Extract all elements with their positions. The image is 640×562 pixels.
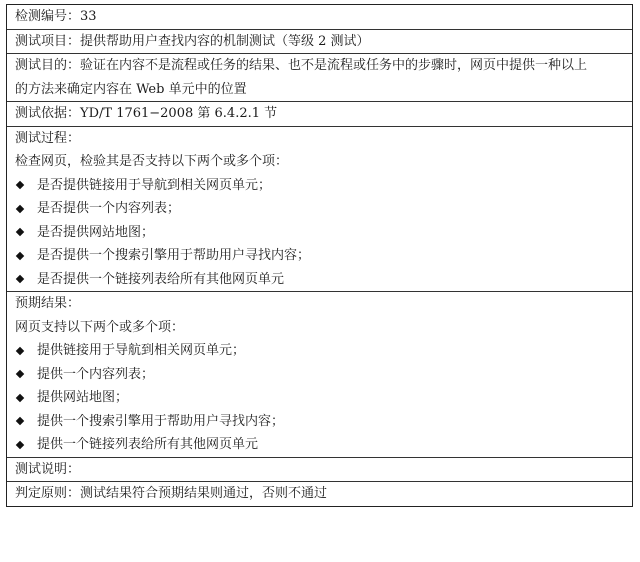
list-item (15, 268, 624, 292)
list-item-text: 提供一个链接列表给所有其他网页单元 (37, 437, 259, 452)
test-purpose-row (7, 54, 632, 102)
list-item (15, 221, 624, 245)
test-purpose-line-1: 测试目的：验证在内容不是流程或任务的结果、也不是流程或任务中的步骤时，网页中提供一种以上 (15, 58, 588, 73)
list-item-text: 提供一个搜索引擎用于帮助用户寻找内容； (37, 413, 285, 429)
test-purpose-line-2: 的方法来确定内容在 Web 单元中的位置 (15, 81, 247, 97)
test-item-row (7, 30, 632, 55)
test-id-row (7, 5, 632, 30)
test-process-row (7, 127, 632, 293)
expected-result-intro: 网页支持以下两个或多个项： (15, 319, 185, 335)
test-process-intro: 检查网页，检验其是否支持以下两个或多个项： (15, 154, 289, 169)
list-item-text: 是否提供一个搜索引擎用于帮助用户寻找内容； (37, 248, 311, 263)
expected-result-heading: 预期结果： (15, 296, 81, 311)
list-item (15, 363, 624, 387)
diamond-bullet-icon (16, 252, 24, 260)
diamond-bullet-icon (16, 275, 24, 283)
test-note-row (7, 458, 632, 483)
test-item-text: 测试项目：提供帮助用户查找内容的机制测试（等级 2 测试） (15, 33, 370, 49)
list-item (15, 197, 624, 221)
list-item-text: 是否提供链接用于导航到相关网页单元； (37, 177, 272, 193)
list-item-text: 提供一个内容列表； (37, 366, 155, 382)
list-item-text: 是否提供一个链接列表给所有其他网页单元 (37, 271, 285, 287)
diamond-bullet-icon (16, 347, 24, 355)
diamond-bullet-icon (16, 417, 24, 425)
list-item-text: 提供链接用于导航到相关网页单元； (37, 343, 246, 358)
test-spec-table (6, 4, 633, 507)
list-item (15, 174, 624, 198)
list-item (15, 339, 624, 363)
test-process-heading: 测试过程： (15, 130, 81, 146)
test-basis-row (7, 102, 632, 127)
expected-result-row (7, 292, 632, 458)
list-item-text: 提供网站地图； (37, 390, 129, 405)
test-note-text: 测试说明： (15, 461, 81, 477)
list-item (15, 433, 624, 457)
test-basis-text: 测试依据：YD/T 1761−2008 第 6.4.2.1 节 (15, 106, 278, 121)
list-item (15, 244, 624, 268)
test-id-text: 检测编号：33 (15, 9, 97, 24)
diamond-bullet-icon (16, 181, 24, 189)
diamond-bullet-icon (16, 205, 24, 213)
diamond-bullet-icon (16, 370, 24, 378)
diamond-bullet-icon (16, 228, 24, 236)
list-item-text: 是否提供网站地图； (37, 224, 155, 240)
list-item (15, 410, 624, 434)
judgement-row (7, 482, 632, 506)
judgement-text: 判定原则：测试结果符合预期结果则通过，否则不通过 (15, 486, 328, 501)
diamond-bullet-icon (16, 441, 24, 449)
list-item-text: 是否提供一个内容列表； (37, 201, 181, 216)
list-item (15, 386, 624, 410)
diamond-bullet-icon (16, 394, 24, 402)
